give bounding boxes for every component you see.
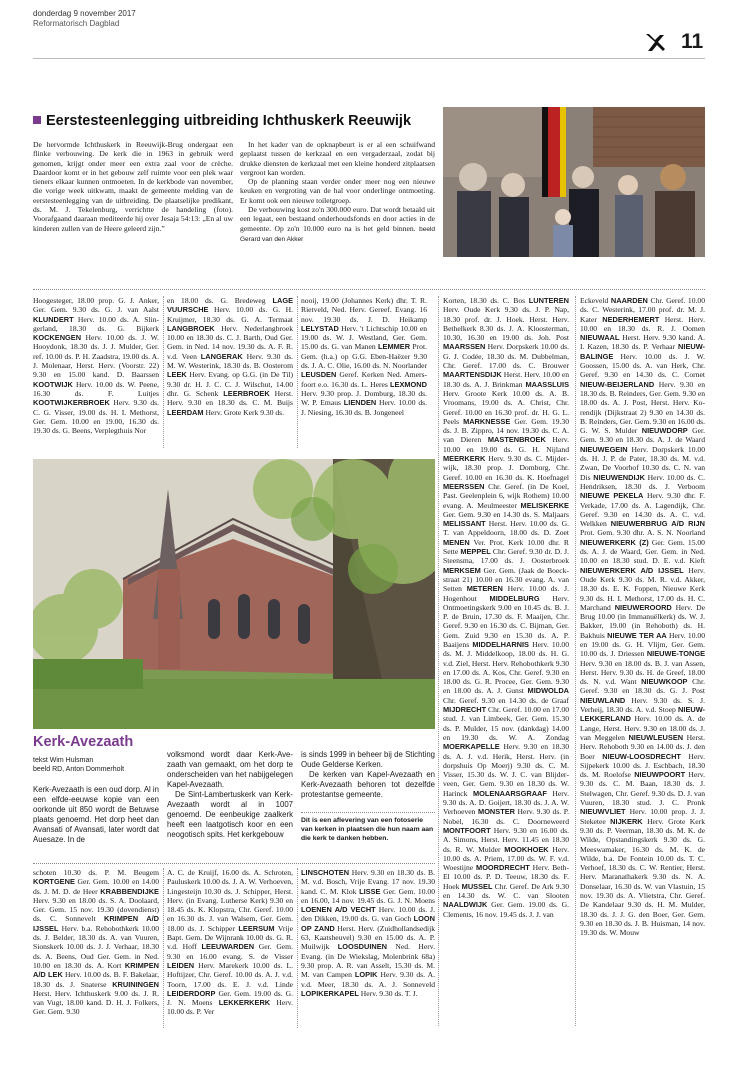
listing-column-2 [167, 296, 293, 448]
place-name: MIDWOLDA [527, 686, 569, 696]
headline-square-icon [33, 116, 41, 124]
place-name: LEEK [167, 370, 187, 380]
feature-series-note: Dit is een aflevering van een fotoserie van kerken in plaatsen die hun naam aan die kerk te danken hebben. [301, 817, 434, 842]
place-name: LEUSDEN [301, 370, 337, 380]
place-name: NAARDEN [610, 296, 648, 305]
listing-column-4 [443, 296, 569, 1026]
place-name: NIEUWLEUSEN [628, 732, 684, 742]
place-name: KOOTWIJK [33, 379, 73, 389]
place-name: NIEUWERKERK A/D IJSSEL [580, 565, 684, 575]
article-photo-illustration [443, 107, 705, 257]
listing-text: A. C. de Kruijf, 16.00 ds. A. Schroten, Pauluskerk 10.00 ds. J. A. W. Verhoeven, Lingesteijn 10.30 ds. J. Schipper, Herst. Herv. (in Evang. Lutherse Kerk) 9.30 en 18.45 ds. K. Klopstra, Chr. Geref. 10.00 en 16.30 ds. J. van Walsem, Ger. Gem. 18.00 ds. J. Schipper LEERSUM Vrije Bapt. Gem. De Wijnrank 10.00 ds. G. R. v.d. Hoff LEEUWARDEN Ger. Gem. 9.30 en 16.00 evang. S. de Visser LEIDEN Herv. Marekerk 10.00 ds. L. Hoftijzer, Chr. Geref. 10.00 ds. A. J. v.d. Toorn, 17.00 ds. E. J. v.d. Linde LEIDERDORP Ger. Gem. 19.00 ds. G. J. N. Moens LEKKERKERK Herv. 10.00 ds. P. Ver [167, 868, 293, 1017]
place-name: KRIMPEN A/D LEK [33, 960, 159, 980]
place-name: NIEUWE PEKELA [580, 491, 644, 501]
feature-note-divider [301, 812, 435, 813]
article-photo [443, 107, 705, 257]
place-name: MONTFOORT [443, 825, 491, 835]
place-name: MARKNESSE [463, 416, 511, 426]
place-name: LEERSUM [238, 923, 275, 933]
article-col2c-text: De verbouwing kost zo'n 300.000 euro. Dat wordt betaald uit een legaat, een bestaand onderhoudsfonds en door acties in de gemeente. Op zo'n 10.000 euro na is het geld binnen. [240, 205, 435, 233]
place-name: LOENEN A/D VECHT [301, 905, 376, 915]
place-name: LEERDAM [167, 407, 204, 417]
listing-column-b2 [167, 868, 293, 1028]
article-photo-credit: beeld Gerard van den Akker [240, 225, 435, 243]
column-separator [297, 296, 298, 448]
listing-column-1 [33, 296, 159, 448]
place-name: NIEUWE TER AA [607, 630, 667, 640]
place-name: MOLENAARSGRAAF [472, 788, 547, 798]
place-name: LINSCHOTEN [301, 868, 350, 877]
place-name: KOOTWIJKERBROEK [33, 398, 110, 408]
place-name: MELISKERKE [520, 500, 569, 510]
place-name: MASTENBROEK [487, 435, 546, 445]
place-name: KRUININGEN [112, 979, 159, 989]
place-name: NIEUWENDIJK [593, 472, 645, 482]
feature-column-3 [301, 750, 435, 810]
article-column-1 [33, 140, 233, 270]
place-name: NIEUWERKERK (Z) [580, 537, 649, 547]
section-divider-top [33, 289, 705, 290]
place-name: MAASSLUIS [525, 379, 569, 389]
place-name: MOORDRECHT [476, 863, 530, 873]
place-name: LEKKERKERK [218, 998, 271, 1008]
place-name: MIJDRECHT [443, 705, 487, 715]
article-column-2 [240, 140, 435, 270]
place-name: MIDDELHARNIS [472, 639, 529, 649]
place-name: LEMMER [378, 342, 411, 352]
place-name: KLUNDERT [33, 314, 74, 324]
listing-column-5 [580, 296, 705, 1026]
page-number: 11 [681, 30, 704, 53]
column-separator [163, 296, 164, 448]
column-separator [438, 296, 439, 1026]
place-name: NIEUWVLIET [580, 807, 626, 817]
header-divider [33, 58, 705, 59]
place-name: NIEUWLAND [580, 695, 626, 705]
place-name: LANGBROEK [167, 323, 215, 333]
place-name: MIDDELBURG [489, 593, 540, 603]
place-name: NAALDWIJK [443, 900, 488, 910]
feature-text-credit: tekst Wim Hulsman [33, 757, 94, 764]
place-name: LIENDEN [343, 398, 377, 408]
place-name: NIJKERK [610, 816, 643, 826]
column-separator [575, 296, 576, 1026]
place-name: LOPIK [354, 970, 378, 980]
place-name: NIEUWDORP [641, 426, 688, 436]
article-col1-text: De hervormde Ichthuskerk in Reeuwijk-Brug ondergaat een flinke verbouwing. De kerk die in 1963 in gebruik werd genomen, krijgt onder meer een extra zaal voor de crèche. Daardoor komt er in het gebouw zelf ruimte voor een plek waar tieners elkaar kunnen ontmoeten. In de kerkbode van november, die vorige week uitkwam, maakt de gemeente melding van de eerstesteenlegging van de uitbreiding. De plaatselijke predikant, ds. M. J. Tekelenburg, verrichtte de handeling (foto). Voorafgaand daaraan mediteerde hij over Jesaja 54:13: „En al uw kinderen zullen van de Heere geleerd zijn.” [33, 140, 233, 233]
column-separator [163, 868, 164, 1028]
place-name: LOON OP ZAND [301, 914, 435, 933]
feature-photo-credit: beeld RD, Anton Dommerholt [33, 766, 125, 773]
place-name: NIEUWERBRUG A/D RIJN [610, 519, 705, 529]
listing-text: Korten, 18.30 ds. C. Bos LUNTEREN Herv. Oude Kerk 9.30 ds. J. P. Nap, 18.30 prof. dr. J. Hoek. Herst. Herv. Bethelkerk 8.30 ds. J. A. Kloosterman, 10.30, 16.30 en 19.00 ds. Joh. Post MAARSSEN Herv. Dorpskerk 10.00 ds. G. J. Codée, 18.30 ds. M. Dubbelman, Chr. Geref. 17.00 ds. C. Brouwer MAARTENSDIJK Herst. Herv. 10.00 en 18.30 ds. A. J. Brinkman MAASSLUIS Herv. Groote Kerk 10.00 ds. A. B. Vroomans, 19.00 ds. A. Christ, Chr. Geref. 10.00 en 16.30 prof. dr. H. G. L. Peels MARKNESSE Ger. Gem. 19.30 ds. J. B. Zippro, 14 nov. 19.30 ds. C. A. van Dieren MASTENBROEK Herv. 10.00 en 19.00 ds. G. H. Nijland MEERKERK Herv. 9.30 ds. C. Mijderwijk, 18.30 prop. J. Domburg, Chr. Geref. 10.00 en 16.30 ds. K. Hoefnagel MEERSSEN Chr. Geref. (in De Koel, Past. Geelenplein 6, wijk Rothem) 10.00 evang. A. Meulmeester MELISKERKE Ger. Gem. 9.30 en 14.30 ds. S. Maljaars MELISSANT Herst. Herv. 10.00 ds. G. T. van Appeldoorn, 18.00 ds. D. Zoet MENEN Ver. Prot. Kerk 10.00 dhr. R Sette MEPPEL Chr. Geref. 9.30 dr. D. J. Steensma, 17.00 ds. J. Oosterbroek MERKSEM Ger. Gem. (Jaak de Boeckstraat 21) 10.00 en 16.30 evang. A. van Setten METEREN Herv. 10.00 ds. J. Hogenhout MIDDELBURG Herv. Ontmoetingskerk 9.00 en 10.45 ds. B. J. P. de Bruin, 17.30 ds. F. Maaijen, Chr. Geref. 9.30 en 16.30 ds. C. Bijman, Ger. Gem. Zuid 9.30 en 15.30 ds. A. P. Baaijens MIDDELHARNIS Herv. 10.00 ds. M. J. Middelkoop, 18.00 ds. H. G. v.d. Ziel, Herst. Herv. Rehobothkerk 9.30 en 17.00 ds. A. Kos, Chr. Geref. 9.30 en 18.00 ds. G. R. Procee, Ger. Gem. 9.30 en 18.00 ds. A. J. Gunst MIDWOLDA Chr. Geref. 9.30 en 14.30 ds. de Graaf MIJDRECHT Chr. Geref. 10.00 en 17.00 stud. J. van Limbeek, Ger. Gem. 15.30 ds. P. Mulder, 15 nov. (dankdag) 14.00 en 19.30 ds. W. A. Zondag MOERKAPELLE Herv. 9.30 en 18.30 ds. A. J. v.d. Herik, Herst. Herv. (in dorpshuis Op Moerj) 9.30 ds. C. M. Visser, 15.30 ds. W. J. C. van Blijderveen, Ger. Gem. 9.30 en 18.30 ds. W. Harinck MOLENAARSGRAAF Herv. 9.30 ds. A. D. Goijert, 18.30 ds. J. A. W. Verhoeven MONSTER Herv. 9.30 ds. P. Nobel, 16.30 ds. C. Doorneweerd MONTFOORT Herv. 9.30 en 16.00 ds. A. Simons, Herst. Herv. 11.45 en 18.30 ds. R. W. Mulder MOOKHOEK Herv. 10.00 ds. A. Priem, 17.00 ds. W. F. v.d. Woestijne MOORDRECHT Herv. Beth-El 10.00 ds. P. D. Teeuw, 18.30 ds. F. Hoek MUSSEL Chr. Geref. De Ark 9.30 en 14.30 ds. W. C. van Slooten NAALDWIJK Ger. Gem. 19.00 ds. G. Clements, 16 nov. 19.45 ds. J. J. van [443, 296, 569, 919]
listing-text: LINSCHOTEN Herv. 9.30 en 18.30 ds. B. M. v.d. Bosch, Vrije Evang. 17 nov. 19.30 kand. C. M. Klok LISSE Ger. Gem. 10.00 en 16.00, 14 nov. 19.45 ds. G. J. N. Moens LOENEN A/D VECHT Herv. 10.00 ds. J. den Dikken, 19.00 ds. G. van Goch LOON OP ZAND Herst. Herv. (Zuidhollandsedijk 63, Kaatsheuvel) 9.30 en 15.00 ds. A. P. Muilwijk LOOSDUINEN Ned. Herv. Evang. (in De Wiekslag, Molenbrink 68a) 9.30 prop. A. R. van Asselt, 15.30 ds. M. M. van Campen LOPIK Herv. 9.30 ds. A. v.d. Meer, 18.30 ds. A. J. Sonneveld LOPIKERKAPEL Herv. 9.30 ds. T. J. [301, 868, 435, 998]
place-name: NIEUWPOORT [634, 770, 686, 780]
place-name: LEERBROEK [223, 388, 270, 398]
place-name: NIEUWAAL [580, 333, 620, 343]
church-photo-illustration [33, 459, 435, 729]
section-divider-bottom [33, 863, 435, 864]
listing-column-b3 [301, 868, 435, 1028]
place-name: MEERKERK [443, 454, 486, 464]
church-photo [33, 459, 435, 729]
place-name: MEPPEL [460, 547, 491, 557]
place-name: KRIMPEN A/D IJSSEL [33, 914, 159, 933]
place-name: MOERKAPELLE [443, 742, 500, 752]
place-name: NIEUWE-TONGE [646, 649, 705, 659]
listing-text: nooij, 19.00 (Johannes Kerk) dhr. T. R. Rietveld, Ned. Herv. Gereef. Evang. 16 nov. 19.30 ds. J. D. Heikamp LELYSTAD Herv. 't Lichtschip 10.00 en 19.00 ds. W. J. Westland, Ger. Gem. 15.00 ds. G. van Manen LEMMER Prot. Gem. (h.a.) op G.G. Eben-Haëzer 9.30 ds. J. A. C. Olie, 16.00 ds. N. Noorlander LEUSDEN Geref. Kerken Ned. Amersfoort e.o. 16.30 ds. L. Heres LEXMOND Herv. 9.30 prop. J. Domburg, 18.30 ds. W. P. Emaus LIENDEN Herv. 10.00 ds. J. Niesing, 16.30 ds. B. Jongeneel [301, 296, 427, 417]
place-name: NEDERHEMERT [602, 314, 660, 324]
feature-col2-text: volksmond wordt daar Kerk-Avezaath van gemaakt, om het dorp te onderscheiden van het nabijgelegen Kapel-Avezaath. [167, 750, 293, 789]
place-name: LOPIKERKAPEL [301, 988, 359, 998]
feature-column-2 [167, 750, 293, 858]
feature-col1-text: Kerk-Avezaath is een oud dorp. Al in een elfde-eeuwse kopie van een oorkonde uit 850 wordt de Betuwse plaats genoemd. Het dorp heet dan Avansati of Avansati, later wordt dat Auesaze. In de [33, 785, 159, 844]
listing-column-b1 [33, 868, 159, 1028]
feature-col2b-text: De Sint-Lambertuskerk van Kerk-Avezaath wordt al in 1007 genoemd. De eenbeukige zaalkerk heeft een laatgotisch koor en een neogotisch spits. Het kerkgebouw [167, 790, 293, 839]
article-col2b-text: Op de planning staan verder onder meer nog een nieuwe keuken en vergroting van de hal voor onderlinge ontmoeting. Er komt ook een nieuwe toiletgroep. [240, 177, 435, 205]
place-name: LUNTEREN [528, 296, 569, 305]
place-name: METEREN [466, 584, 503, 594]
place-name: NIEUW-LOOSDRECHT [602, 751, 681, 761]
place-name: MERKSEM [443, 565, 481, 575]
place-name: LAGE VUURSCHE [167, 296, 293, 315]
place-name: LELYSTAD [301, 323, 339, 333]
place-name: MONSTER [478, 807, 515, 817]
place-name: NIEUWKOOP [641, 677, 688, 687]
place-name: MELISSANT [443, 519, 486, 529]
place-name: LOOSDUINEN [337, 942, 387, 952]
place-name: MUSSEL [461, 881, 493, 891]
listing-text: en 18.00 ds. G. Bredeweg LAGE VUURSCHE Herv. 10.00 ds. G. H. Kruijmer, 18.30 ds. G. A. Termaat LANGBROEK Herv. Nederlangbroek 10.00 en 18.30 ds. C. J. Barth, Oud Ger. Gem. in Ned. 14 nov. 19.30 ds. A. F. R. v.d. Veen LANGERAK Herv. 9.30 ds. M. W. Westerink, 18.30 ds. B. Oosterom LEEK Herv. Evang. op G.G. (in De Til) 9.30 dr. H. J. C. C. J. Wilschut, 14.00 dhr. G. Schenk LEERBROEK Herst. Herv. 9.30 en 18.30 ds. C. M. Buijs LEERDAM Herv. Grote Kerk 9.30 ds. [167, 296, 293, 417]
place-name: LEXMOND [390, 379, 427, 389]
place-name: LEIDERDORP [167, 988, 216, 998]
place-name: KRABBENDIJKE [100, 886, 159, 896]
place-name: NIEUWEROORD [614, 602, 672, 612]
header-date: donderdag 9 november 2017 [33, 9, 136, 18]
place-name: KOCKENGEN [33, 333, 82, 343]
listing-text: schoten 10.30 ds. P. M. Beugem KORTGENE Ger. Gem. 10.00 en 14.00 ds. J. M. D. de Heer KRABBENDIJKE Herv. 9.30 en 18.00 ds. S. A. Doolaard, Ger. Gem. 15 nov. 19.30 (dovendienst) ds. C. Sonnevelt KRIMPEN A/D IJSSEL Herv. b.a. Rehobothkerk 10.00 ds. J. Belder, 18.30 ds. A. van Vuuren, Sionskerk 10.00 ds. J. J. Verhaar, 18.30 ds. A. Beens, Oud Ger. Gem. in Ned. 10.00 en 18.30 ds. A. Kort KRIMPEN A/D LEK Herv. 10.00 ds. B. F. Bakelaar, 18.30 ds. J. Snaterse KRUININGEN Herst. Herv. Ichthuskerk 9.00 ds. J. R. van Vugt, 18.00 kand. D. H. J. Folkers, Ger. Gem. 9.30 [33, 868, 159, 1017]
place-name: MOOKHOEK [504, 844, 549, 854]
place-name: KORTGENE [33, 877, 75, 887]
place-name: LANGERAK [200, 351, 243, 361]
feature-col3-text: is sinds 1999 in beheer bij de Stichting Oude Gelderse Kerken. [301, 750, 435, 769]
place-name: LEEUWARDEN [201, 942, 255, 952]
feature-title: Kerk-Avezaath [33, 734, 134, 750]
publication-name: Reformatorisch Dagblad [33, 19, 120, 28]
place-name: NIEUW-BALINGE [580, 342, 705, 361]
article-headline-text: Eerstesteenlegging uitbreiding Ichthuskerk Reeuwijk [46, 113, 412, 129]
place-name: NIEUW-LEKKERLAND [580, 705, 705, 724]
listing-text: Eckeveld NAARDEN Chr. Geref. 10.00 ds. C. Westerink, 17.00 prof. dr. M. J. Kater NEDERHEMERT Herst. Herv. 10.00 en 18.30 ds. R. J. Oomen NIEUWAAL Herst. Herv. 9.30 kand. A. I. Kazen, 18.30 ds. P. Verhaar NIEUW-BALINGE Herv. 10.00 ds. J. W. Goossen, 15.00 ds. A. van Herk, Chr. Geref. 9.30 en 14.30 ds. C. Cornet NIEUW-BEIJERLAND Herv. 9.30 en 18.30 ds. B. Reinders, Ger. Gem. 9.30 en 18.00 ds. A. J. Post, Herst. Herv. Korendijk (Dijkstraat 2) 9.30 en 14.30 ds. B. Reinders, Ger. Gem. 9.30 en 16.00 ds. G. W. S. Mulder NIEUWDORP Ger. Gem. 9.30 en 18.30 ds. A. J. de Waard NIEUWEGEIN Herv. Dorpskerk 10.00 ds. H. J. P. de Pater, 18.30 ds. M. v.d. Zwan, De Voorhof 10.30 ds. C. N. van Dis NIEUWENDIJK Herv. 10.00 ds. C. Hendriksen, 18.30 ds. J. Verboom NIEUWE PEKELA Herv. 9.30 dhr. F. Verkade, 17.00 ds. A. Lagendijk, Chr. Geref. 9.30 en 14.30 ds. A. C. v.d. Welkken NIEUWERBRUG A/D RIJN Prot. Gem. 9.30 dhr. A. S. N. Noorland NIEUWERKERK (Z) Ger. Gem. 15.00 ds. A. J. de Waard, Ger. Gem. in Ned. 10.00 en 18.30 stud. D. E. v.d. Kieft NIEUWERKERK A/D IJSSEL Herv. Oude Kerk 9.30 ds. M. R. v.d. Akker, 18.30 ds. E. K. Foppen, Nieuwe Kerk 9.30 ds. H. I. Methorst, 17.00 ds. H. C. Marchand NIEUWEROORD Herv. De Brug 10.00 (in Immanuëlkerk) ds. W. J. Bakker, 19.00 (in Rehoboth) ds. H. Bakhuis NIEUWE TER AA Herv. 10.00 en 19.00 ds. G. H. Vlijm, Ger. Gem. 10.00 ds. J. Driessen NIEUWE-TONGE Herv. 9.30 en 18.00 ds. B. J. van Assen, Herst. Herv. 9.30 ds. H. de Greef, 18.00 ds. N. v.d. Want NIEUWKOOP Chr. Geref. 9.30 en 18.30 ds. G. J. Post NIEUWLAND Herv. 9.30 ds. S. J. Verheij, 18.30 ds. A. v.d. Stoep NIEUW-LEKKERLAND Herv. 10.00 ds. A. de Lange, Herst. Herv. 9.30 en 18.00 ds. J. van Meggelen NIEUWLEUSEN Herst. Herv. Rehoboth 9.30 en 14.00 ds. J. den Boer NIEUW-LOOSDRECHT Herv. Sijpekerk 10.00 ds. J. Eschbach, 18.30 ds. M. Roelofse NIEUWPOORT Herv. 9.30 ds. C. M. Baan, 18.30 ds. J. Stelwagen, Chr. Geref. 9.30 ds. D. J. van Vuuren, 18.30 stud. J. C. Pronk NIEUWVLIET Herv. 10.00 prop. J. J. Steketee NIJKERK Herv. Grote Kerk 9.30 ds. P. Veerman, 18.30 ds. M. K. de Wilde, Opstandingskerk 9.30 ds. G. Meeswamaker, 16.30 ds. M. K. de Wilde, b.a. De Fontein 10.00 ds. T. C. Verhoef, 18.30 ds. C. W. Rentier, Herst. Herv. Maranathakerk 9.30 ds. N. A. Donselaar, 16.30 ds. W. van Vlastuin, 15 nov. 19.30 ds. A. Vlietstra, Chr. Geref. De Kandelaar 9.30 ds. H. M. Mulder, 18.30 ds. J. J. G. den Boer, Ger. Gem. 9.30 en 18.30 ds. J. B. Huisman, 14 nov. 19.30 ds. W. Mouw [580, 296, 705, 938]
place-name: MENEN [443, 537, 470, 547]
place-name: NIEUWEGEIN [580, 444, 628, 454]
article-col2-text: In het kader van de opknapbeurt is er al een schuifwand geplaatst tussen de kerkzaal en een vergaderzaal, zodat bij drukke diensten de kerkzaal met een kleine honderd zitplaatsen vergroot kan worden. [240, 140, 435, 177]
rd-bird-logo-icon [643, 30, 667, 54]
place-name: LISSE [359, 886, 381, 896]
listing-column-3 [301, 296, 427, 448]
feature-column-1 [33, 785, 159, 857]
place-name: MAARTENSDIJK [443, 370, 502, 380]
feature-col3b-text: De kerken van Kapel-Avezaath en Kerk-Avezaath behoren tot dezelfde protestantse gemeente. [301, 770, 435, 799]
column-separator [297, 868, 298, 1028]
place-name: MEERSSEN [443, 481, 485, 491]
article-headline [33, 113, 411, 129]
place-name: NIEUW-BEIJERLAND [580, 379, 655, 389]
listing-text: Hoogesteger, 18.00 prop. G. J. Anker, Ger. Gem. 9.30 ds. G. J. van Aalst KLUNDERT Herv. 10.00 ds. A. Slingerland, 18.30 ds. G. Bijkerk KOCKENGEN Herv. 10.00 ds. J. W. Hooydonk, 18.30 ds. J. J. Mulder, Ger. ref. 10.00 ds. P. H. Zaadstra, 19.00 ds. A. J. Molenaar, Herst. Herv. (Voorstr. 22) 9.30 en 15.00 kand. D. Baarssen KOOTWIJK Herv. 10.00 ds. W. Peene, 16.30 ds. F. Luitjes KOOTWIJKERBROEK Herv. 9.30 ds. C. G. Visser, 19.00 ds. H. I. Methorst, Ger. Gem. 10.00 en 19.00, 16.30 ds. 19.30 ds. G. Beens, Verplegthuis Nor [33, 296, 159, 436]
place-name: LEIDEN [167, 960, 195, 970]
place-name: MAARSSEN [443, 342, 486, 352]
